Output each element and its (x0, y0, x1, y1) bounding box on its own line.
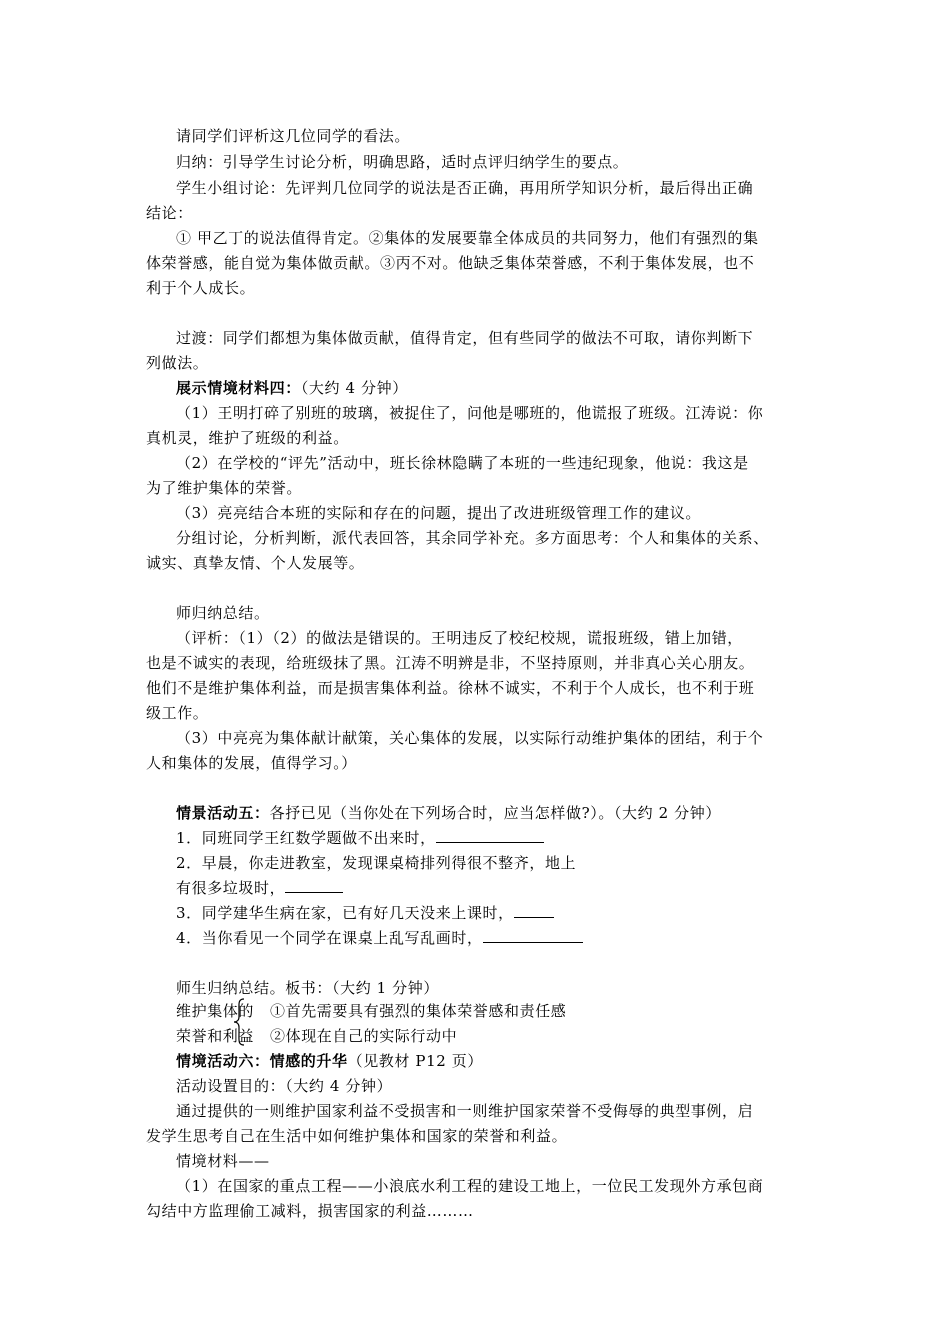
answer-blank (514, 903, 554, 918)
paragraph-line: ① 甲乙丁的说法值得肯定。②集体的发展要靠全体成员的共同努力，他们有强烈的集 (176, 229, 759, 247)
paragraph-line: 勾结中方监理偷工减料，损害国家的利益……… (146, 1202, 474, 1220)
paragraph-line: 诚实、真挚友情、个人发展等。 (146, 554, 365, 572)
paragraph-line: 发学生思考自己在生活中如何维护集体和国家的荣誉和利益。 (146, 1127, 568, 1145)
paragraph-line: 师生归纳总结。板书：（大约 1 分钟） (176, 979, 439, 997)
paragraph-line: （2）在学校的“评先”活动中，班长徐林隐瞒了本班的一些违纪现象，他说：我这是 (176, 454, 749, 472)
section-title: 情景活动五： (176, 804, 270, 822)
answer-blank (483, 928, 583, 943)
paragraph-line: 归纳：引导学生讨论分析，明确思路，适时点评归纳学生的要点。 (176, 153, 629, 171)
paragraph-line: 过渡：同学们都想为集体做贡献，值得肯定，但有些同学的做法不可取，请你判断下 (176, 329, 754, 347)
paragraph-line: 结论： (146, 204, 193, 222)
paragraph-line: 师归纳总结。 (176, 604, 270, 622)
section-heading-4 (176, 378, 408, 398)
paragraph-line: 活动设置目的：（大约 4 分钟） (176, 1077, 393, 1095)
section-time: （大约 4 分钟） (300, 379, 408, 397)
board-left-line: 维护集体的 (176, 1002, 255, 1020)
question-text: 4．当你看见一个同学在课桌上乱写乱画时， (176, 929, 483, 947)
section-heading-6 (176, 1051, 483, 1071)
question-line (176, 828, 544, 848)
question-line: 2．早晨，你走进教室，发现课桌椅排列得很不整齐，地上 (176, 854, 577, 872)
question-text: 3．同学建华生病在家，已有好几天没来上课时， (176, 904, 514, 922)
paragraph-line: 通过提供的一则维护国家利益不受损害和一则维护国家荣誉不受侮辱的典型事例，启 (176, 1102, 754, 1120)
board-left-line: 荣誉和利益 (176, 1027, 255, 1045)
paragraph-line: 利于个人成长。 (146, 279, 256, 297)
curly-brace-icon (232, 998, 246, 1046)
paragraph-line: 级工作。 (146, 704, 209, 722)
section-title: 情境活动六：情感的升华 (176, 1052, 348, 1070)
answer-blank (285, 878, 343, 893)
paragraph-line: 人和集体的发展，值得学习。） (146, 754, 357, 772)
answer-blank (436, 828, 544, 843)
section-subtitle: （见教材 P12 页） (347, 1052, 483, 1070)
paragraph-line: 他们不是维护集体利益，而是损害集体利益。徐林不诚实，不利于个人成长，也不利于班 (146, 679, 755, 697)
question-line (176, 928, 583, 948)
board-right-line: ①首先需要具有强烈的集体荣誉感和责任感 (270, 1002, 567, 1020)
section-title: 展示情境材料四： (176, 379, 301, 397)
section-subtitle: 各抒已见（当你处在下列场合时，应当怎样做?）。（大约 2 分钟） (269, 804, 721, 822)
board-right-line: ②体现在自己的实际行动中 (270, 1027, 458, 1045)
paragraph-line: （1）王明打碎了别班的玻璃，被捉住了，问他是哪班的，他谎报了班级。江涛说：你 (176, 404, 764, 422)
paragraph-line: 分组讨论，分析判断，派代表回答，其余同学补充。多方面思考：个人和集体的关系、 (176, 529, 769, 547)
paragraph-line: 学生小组讨论：先评判几位同学的说法是否正确，再用所学知识分析，最后得出正确 (176, 179, 754, 197)
paragraph-line: 体荣誉感，能自觉为集体做贡献。③丙不对。他缺乏集体荣誉感，不利于集体发展，也不 (146, 254, 755, 272)
paragraph-line: 为了维护集体的荣誉。 (146, 479, 303, 497)
paragraph-line: 也是不诚实的表现，给班级抹了黑。江涛不明辨是非，不坚持原则，并非真心关心朋友。 (146, 654, 755, 672)
paragraph-line: （评析：（1）（2）的做法是错误的。王明违反了校纪校规，谎报班级，错上加错， (176, 629, 743, 647)
paragraph-line: 请同学们评析这几位同学的看法。 (176, 127, 411, 145)
question-line (176, 903, 554, 923)
section-heading-5 (176, 803, 721, 823)
paragraph-line: （3）中亮亮为集体献计献策，关心集体的发展，以实际行动维护集体的团结，利于个 (176, 729, 764, 747)
paragraph-line: 情境材料—— (176, 1152, 270, 1170)
paragraph-line: （3）亮亮结合本班的实际和存在的问题，提出了改进班级管理工作的建议。 (176, 504, 701, 522)
paragraph-line: 列做法。 (146, 354, 209, 372)
question-text: 1．同班同学王红数学题做不出来时， (176, 829, 436, 847)
question-line (176, 878, 343, 898)
paragraph-line: 真机灵，维护了班级的利益。 (146, 429, 349, 447)
question-text: 有很多垃圾时， (176, 879, 286, 897)
paragraph-line: （1）在国家的重点工程——小浪底水利工程的建设工地上，一位民工发现外方承包商 (176, 1177, 764, 1195)
